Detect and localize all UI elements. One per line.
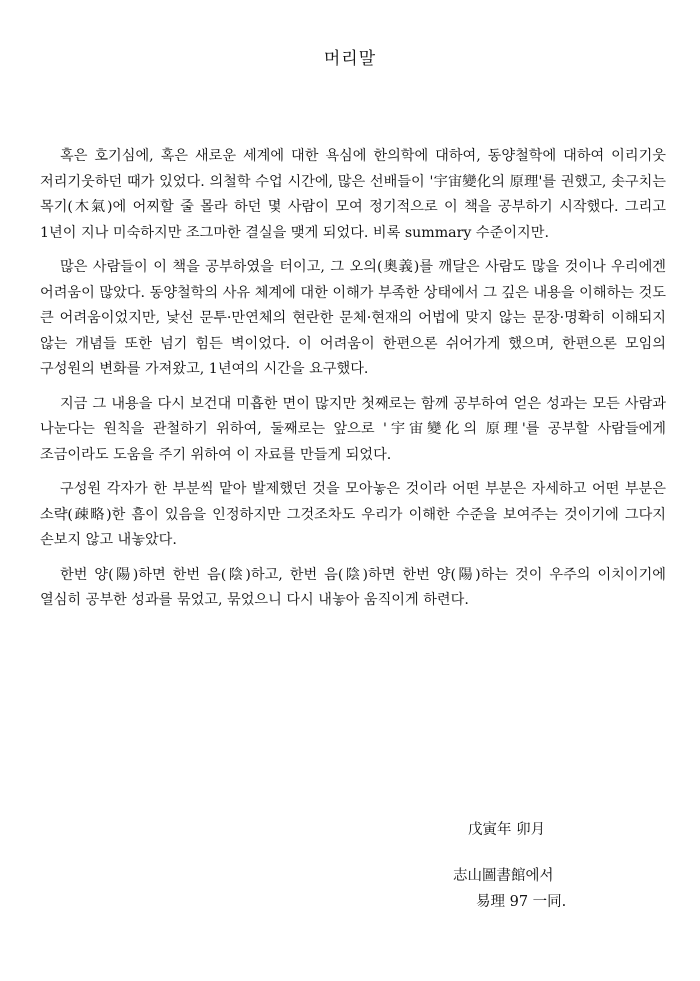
preface-paragraph-3: 지금 그 내용을 다시 보건대 미흡한 면이 많지만 첫째로는 함께 공부하여 얻은 성과는 모든 사람과 나눈다는 원칙을 관철하기 위하여, 둘째로는 앞으로 '宇宙變化의 原理'를 공부할 사람들에게 조금이라도 도움을 주기 위하여 이 자료를 만들게 되었다. <box>40 395 666 463</box>
page-title: 머리말 <box>323 49 377 69</box>
preface-paragraph-5: 한번 양(陽)하면 한번 음(陰)하고, 한번 음(陰)하면 한번 양(陽)하는 것이 우주의 이치이기에 열심히 공부한 성과를 묶었고, 묶었으니 다시 내놓아 움직이게 하련다. <box>40 566 666 608</box>
preface-paragraph-1: 혹은 호기심에, 혹은 새로운 세계에 대한 욕심에 한의학에 대하여, 동양철학에 대하여 이리기웃 저리기웃하던 때가 있었다. 의철학 수업 시간에, 많은 선배들이 '宇宙變化의 原理'를 권했고, 솟구치는 목기(木氣)에 어찌할 줄 몰라 하던 몇 사람이 모여 정기적으로 이 책을 공부하기 시작했다. 그리고 1년이 지나 미숙하지만 조그마한 결실을 맺게 되었다. 비록 summary 수준이지만. <box>40 148 666 241</box>
preface-paragraph-2: 많은 사람들이 이 책을 공부하였을 터이고, 그 오의(奧義)를 깨달은 사람도 많을 것이나 우리에겐 어려움이 많았다. 동양철학의 사유 체계에 대한 이해가 부족한 상태에서 그 깊은 내용을 이해하는 것도 큰 어려움이었지만, 낯선 문투·만연체의 현란한 문체·현재의 어법에 맞지 않는 문장·명확히 이해되지 않는 개념들 또한 넘기 힘든 벽이었다. 이 어려움이 한편으론 쉬어가게 했으며, 한편으론 모임의 구성원의 변화를 가져왔고, 1년여의 시간을 요구했다. <box>40 259 666 377</box>
preface-body <box>40 144 666 623</box>
signature-group: 易理 97 一同. <box>476 894 567 910</box>
signature-place: 志山圖書館에서 <box>453 868 554 884</box>
preface-paragraph-4: 구성원 각자가 한 부분씩 맡아 발제했던 것을 모아놓은 것이라 어떤 부분은 자세하고 어떤 부분은 소략(疎略)한 흠이 있음을 인정하지만 그것조차도 우리가 이해한 수준을 보여주는 것이기에 그다지 손보지 않고 내놓았다. <box>40 481 666 548</box>
signature-date: 戊寅年 卯月 <box>468 822 546 838</box>
